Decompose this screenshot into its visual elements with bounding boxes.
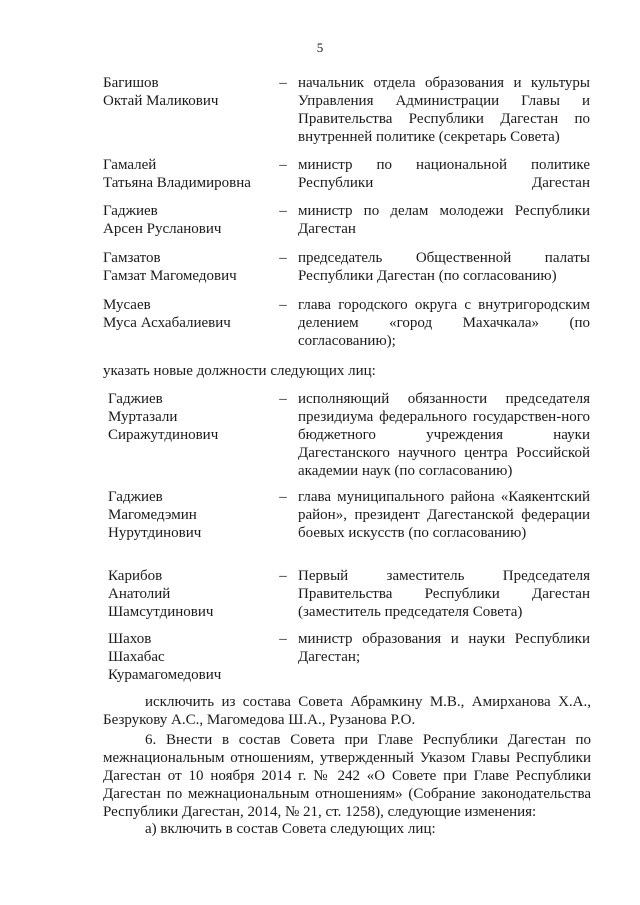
member-entry	[0, 202, 640, 238]
dash: –	[279, 489, 287, 505]
member-surname: Гамалей	[103, 157, 157, 173]
member-entry	[0, 74, 640, 146]
member-surname: Шахов	[108, 631, 152, 647]
member-position: Первый заместитель Председателя Правительства Республики Дагестан (заместитель председателя Совета)	[298, 568, 590, 620]
member-given-name: Арсен Русланович	[103, 221, 222, 237]
member-surname: Гаджиев	[108, 391, 163, 407]
member-position: исполняющий обязанности председателя президиума федерального государствен-ного бюджетного учреждения науки Дагестанского научного центра Российской академии наук (по согласованию)	[298, 391, 590, 479]
dash: –	[279, 297, 287, 313]
member-entry	[0, 156, 640, 192]
member-patronymic: Курамагомедович	[108, 667, 222, 683]
member-patronymic: Нурутдинович	[108, 525, 202, 541]
dash: –	[279, 75, 287, 91]
member-entry	[0, 567, 640, 621]
member-surname: Гамзатов	[103, 250, 161, 266]
member-given-name: Шахабас	[108, 649, 165, 665]
page-number: 5	[316, 40, 324, 55]
item-6-paragraph: 6. Внести в состав Совета при Главе Республики Дагестан по межнациональным отношениям, утвержденный Указом Главы Республики Дагестан от 10 ноября 2014 г. № 242 «О Совете при Главе Республики Дагестан по межнациональным отношениям» (Собрание законодательства Республики Дагестан, 2014, № 21, ст. 1258), следующие изменения:	[103, 732, 591, 820]
member-surname: Мусаев	[103, 297, 151, 313]
member-position: начальник отдела образования и культуры Управления Администрации Главы и Правительства Республики Дагестан по внутренней политике (секретарь Совета)	[298, 75, 590, 145]
member-entry	[0, 390, 640, 480]
member-entry	[0, 296, 640, 350]
dash: –	[279, 157, 287, 173]
member-entry	[0, 630, 640, 684]
member-given-name: Октай Маликович	[103, 93, 219, 109]
member-position: председатель Общественной палаты Республики Дагестан (по согласованию)	[298, 250, 590, 284]
member-entry	[0, 488, 640, 542]
member-position: глава муниципального района «Каякентский район», президент Дагестанской федерации боевых искусств (по согласованию)	[298, 489, 590, 541]
member-surname: Гаджиев	[108, 489, 163, 505]
member-surname: Багишов	[103, 75, 159, 91]
member-surname: Карибов	[108, 568, 163, 584]
exclude-paragraph: исключить из состава Совета Абрамкину М.В., Амирханова Х.А., Безрукову А.С., Магомедова Ш.А., Рузанова Р.О.	[103, 694, 591, 728]
member-given-name: Муртазали	[108, 409, 178, 425]
item-a-paragraph: а) включить в состав Совета следующих лиц:	[145, 821, 436, 837]
member-position: министр по делам молодежи Республики Дагестан	[298, 203, 590, 237]
dash: –	[279, 391, 287, 407]
member-given-name: Муса Асхабалиевич	[103, 315, 231, 331]
member-surname: Гаджиев	[103, 203, 158, 219]
member-position: министр по национальной политике Республики Дагестан	[298, 157, 590, 191]
member-patronymic: Сиражутдинович	[108, 427, 219, 443]
dash: –	[279, 568, 287, 584]
intro-new-positions: указать новые должности следующих лиц:	[103, 363, 376, 379]
dash: –	[279, 250, 287, 266]
member-position: глава городского округа с внутригородским делением «город Махачкала» (по согласованию);	[298, 297, 590, 349]
dash: –	[279, 631, 287, 647]
member-given-name: Татьяна Владимировна	[103, 175, 251, 191]
member-position: министр образования и науки Республики Дагестан;	[298, 631, 590, 665]
member-patronymic: Шамсутдинович	[108, 604, 214, 620]
member-given-name: Анатолий	[108, 586, 171, 602]
member-given-name: Гамзат Магомедович	[103, 268, 237, 284]
member-given-name: Магомедэмин	[108, 507, 197, 523]
dash: –	[279, 203, 287, 219]
member-entry	[0, 249, 640, 285]
